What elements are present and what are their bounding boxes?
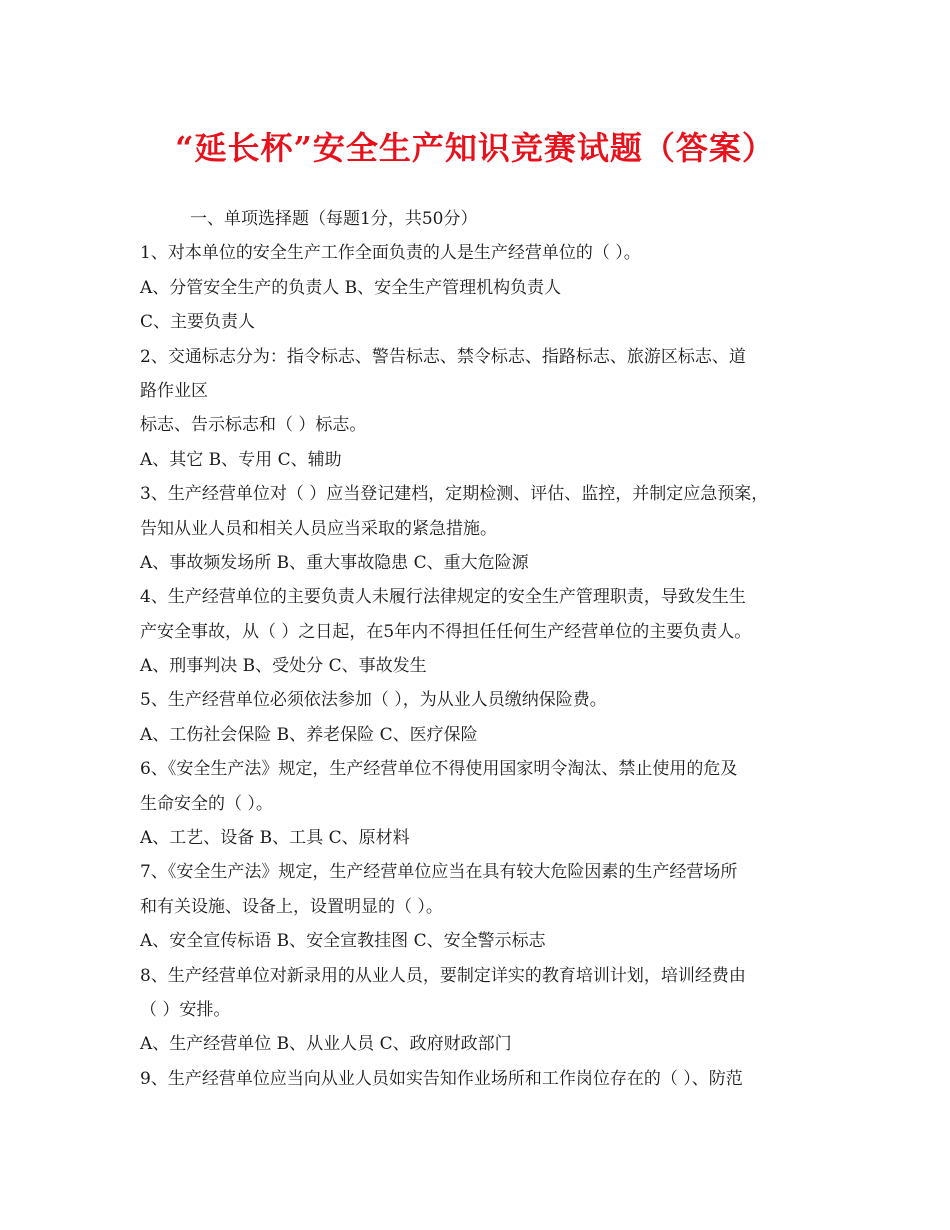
question-line: 6、《安全生产法》规定，生产经营单位不得使用国家明令淘汰、禁止使用的危及: [140, 759, 738, 780]
question-line: 3、生产经营单位对（ ）应当登记建档，定期检测、评估、监控，并制定应急预案，: [140, 484, 769, 505]
question-line: 告知从业人员和相关人员应当采取的紧急措施。: [140, 518, 497, 539]
question-line: 标志、告示标志和（ ）标志。: [140, 415, 367, 436]
question-line: 5、生产经营单位必须依法参加（ ），为从业人员缴纳保险费。: [140, 690, 607, 711]
question-line: 4、生产经营单位的主要负责人未履行法律规定的安全生产管理职责，导致发生生: [140, 587, 746, 608]
option-line: A、其它 B、专用 C、辅助: [140, 449, 342, 470]
question-line: 和有关设施、设备上，设置明显的（ ）。: [140, 896, 443, 917]
option-line: A、安全宣传标语 B、安全宣教挂图 C、安全警示标志: [140, 931, 546, 952]
question-line: 8、生产经营单位对新录用的从业人员，要制定详实的教育培训计划，培训经费由: [140, 965, 746, 986]
question-line: （ ）安排。: [140, 999, 231, 1020]
question-line: 1、对本单位的安全生产工作全面负责的人是生产经营单位的（ ）。: [140, 243, 641, 264]
option-line: A、分管安全生产的负责人 B、安全生产管理机构负责人: [140, 277, 562, 298]
option-line: A、生产经营单位 B、从业人员 C、政府财政部门: [140, 1034, 512, 1055]
document-title: “延长杯”安全生产知识竞赛试题（答案）: [175, 129, 775, 167]
question-line: 路作业区: [140, 380, 208, 401]
document-body: [140, 202, 820, 1096]
question-line: 9、生产经营单位应当向从业人员如实告知作业场所和工作岗位存在的（ ）、防范: [140, 1068, 743, 1089]
option-line: A、工伤社会保险 B、养老保险 C、医疗保险: [140, 724, 478, 745]
option-line: C、主要负责人: [140, 312, 256, 333]
option-line: A、刑事判决 B、受处分 C、事故发生: [140, 656, 427, 677]
section-heading: 一、单项选择题（每题1分，共50分）: [190, 209, 478, 229]
option-line: A、事故频发场所 B、重大事故隐患 C、重大危险源: [140, 552, 529, 573]
question-line: 2、交通标志分为：指令标志、警告标志、禁令标志、指路标志、旅游区标志、道: [140, 346, 746, 367]
question-line: 生命安全的（ ）。: [140, 793, 273, 814]
option-line: A、工艺、设备 B、工具 C、原材料: [140, 828, 410, 849]
question-line: 7、《安全生产法》规定，生产经营单位应当在具有较大危险因素的生产经营场所: [140, 862, 738, 883]
question-line: 产安全事故，从（ ）之日起，在5年内不得担任任何生产经营单位的主要负责人。: [140, 621, 752, 642]
